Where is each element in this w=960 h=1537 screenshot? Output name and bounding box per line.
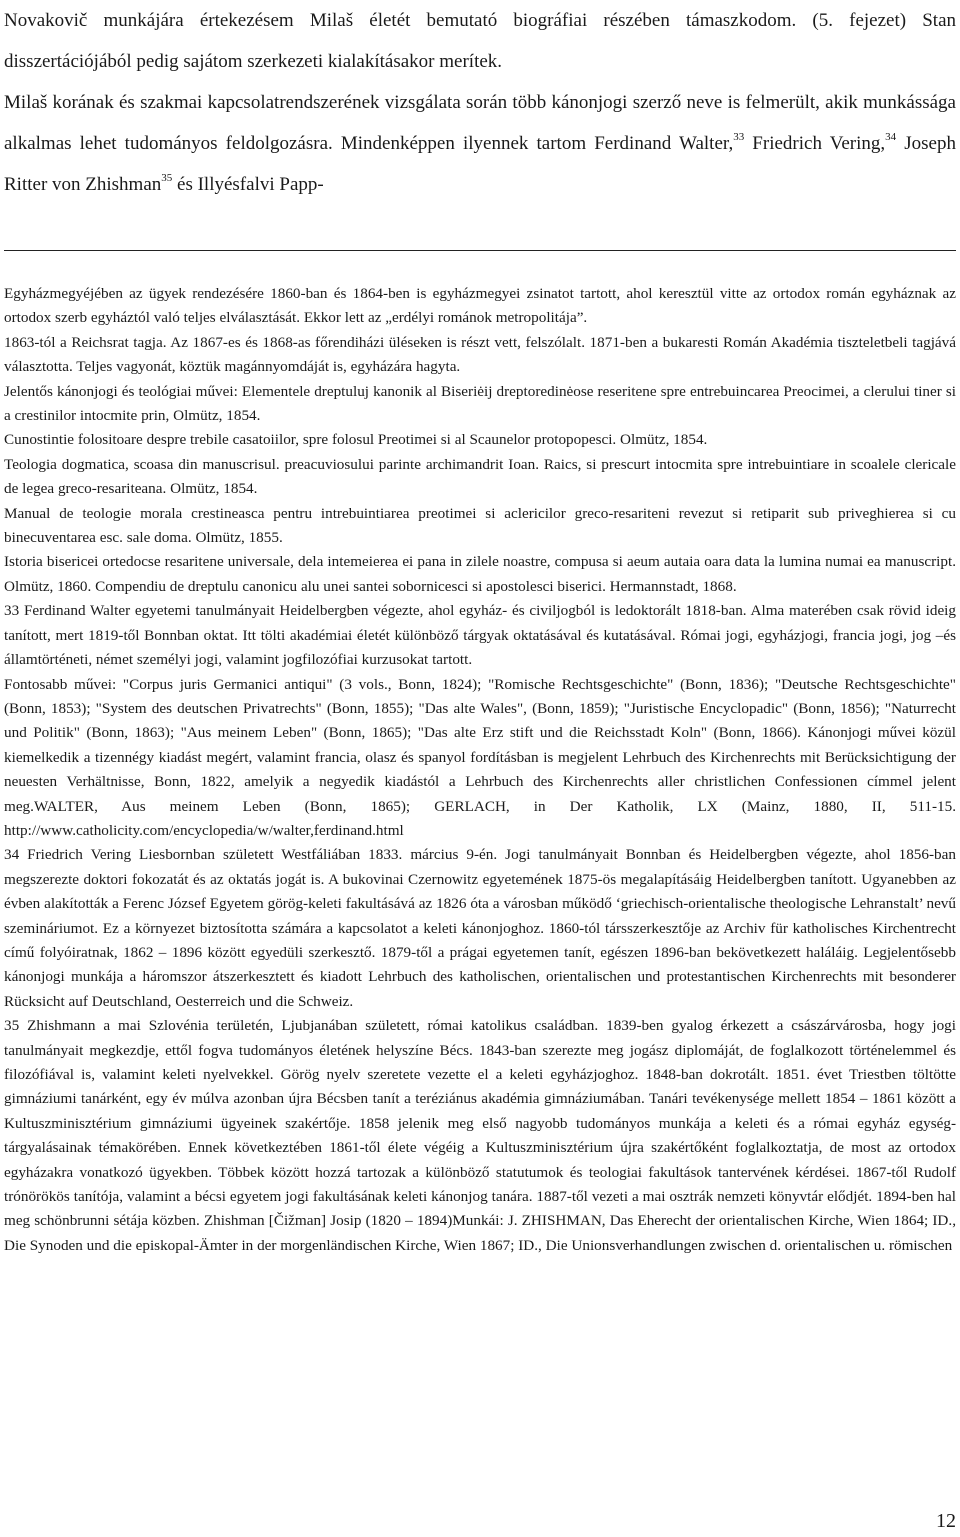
main-paragraph-2-text-c: Joseph Ritter von Zhishman [4,133,956,195]
footnote-ref-34[interactable]: 34 [885,131,897,143]
footnote-33-works: Fontosabb művei: "Corpus juris Germanici antiqui" (3 vols., Bonn, 1824); "Romische Rechtsgeschichte" (Bonn, 1836); "Deutsche Rechtsgeschichte" (Bonn, 1853); "System des deutschen Privatrechts" (Bonn, 1855); "Das alte Wales", (Bonn, 1859); "Juristische Encyclopadic" (Bonn, 1856); "Naturrecht und Politik" (Bonn, 1863); "Aus meinem Leben" (Bonn, 1865); "Das alte Erz stift und die Reichsstadt Koln" (Bonn, 1866). Kánonjogi művei közül kiemelkedik a tizennégy kiadást megért, valamint francia, olasz és spanyol fordításban is megjelent Lehrbuch des Kirchenrechts mit Berücksichtigung der neuesten Verhältnisse, Bonn, 1822, amelyik a negyedik kiadástól a Lehrbuch des Kirchenrechts aller christlichen Confessionen címmel jelent meg.WALTER, Aus meinem Leben (Bonn, 1865); GERLACH, in Der Katholik, LX (Mainz, 1880, II, 511-15. http://www.catholicity.com/encyclopedia/w/walter,ferdinand.html [4,675,956,839]
main-text [4,0,956,205]
page [4,0,956,205]
footnote-continued-4: Cunostintie folositoare despre trebile casatoiilor, spre folosul Preotimei si al Scaunelor protopopesci. Olmütz, 1854. [4,431,708,449]
footnote-ref-33[interactable]: 33 [733,131,745,143]
footnote-continued-7: Istoria bisericei ortedocse resaritene universale, dela intemeierea ei pana in zilele noastre, compusa si aeum autaia oara data la lumina numai ea manuscript. Olmütz, 1860. Compendiu de dreptulu canonicu alu unei santei sobornicesci si apostolesci biserici. Hermannstadt, 1868. [4,553,956,595]
main-paragraph-1: Novakovič munkájára értekezésem Milaš életét bemutató biográfiai részében támaszkodom. (5. fejezet) Stan disszertációjából pedig sajátom szerkezeti kialakításakor merítek. [4,10,956,72]
footnotes [4,282,956,1258]
footnote-continued-2: 1863-tól a Reichsrat tagja. Az 1867-es és 1868-as főrendiházi üléseken is részt vett, felszólalt. 1871-ben a bukaresti Román Akadémia tiszteletbeli tagjává választotta. Teljes vagyonát, köztük magánnyomdáját is, egyházára hagyta. [4,333,956,376]
footnote-continued-6: Manual de teologie morala crestineasca pentru intrebuintiarea preotimei si aclericilor greco-resariteni revezut si retiparit sub priveghierea si cu binecuventarea esc. sale doma. Olmütz, 1855. [4,504,956,547]
footnote-34: 34 Friedrich Vering Liesbornban született Westfáliában 1833. március 9-én. Jogi tanulmányait Bonnban és Heidelbergben végezte, ahol 1856-ban megszerezte doktori fokozatát és az oktatás jogát is. A bukovinai Czernowitz egyetemének 1875-ös megalapításáig Heidelbergben tanított. Ugyanebben az évben alakították a Ferenc József Egyetem görög-keleti fakultásává az 1826 óta a városban működő ‘griechisch-orientalische theologische Lehranstalt’ nevű szemináriumot. Ez a környezet biztosította számára a kapcsolatot a keleti kánonjoghoz. 1860-tól társszerkesztője az Archiv für katholisches Kirchentrecht című folyóiratnak, 1862 – 1896 között egyedüli szerkesztő. 1879-től a prágai egyetemen tanít, egészen 1896-ban bekövetkezett haláláig. Legjelentősebb kánonjogi munkája a háromszor átszerkesztett és kiadott Lehrbuch des katholischen, orientalischen und protestantischen Kirchenrechts mit besonderer Rücksicht auf Deutschland, Oesterreich und die Schweiz. [4,846,956,1010]
main-paragraph-2-text-d: és Illyésfalvi Papp- [172,174,324,195]
main-paragraph-2-text: Milaš korának és szakmai kapcsolatrendszerének vizsgálata során több kánonjogi szerző neve is felmerült, akik munkássága alkalmas lehet tudományos feldolgozásra. Mindenképpen ilyennek tartom Ferdinand Walter, [4,92,956,154]
footnote-continued-3: Jelentős kánonjogi és teológiai művei: Elementele dreptuluj kanonik al Biseriėij dreptoredinėose reseritene spre entrebuincarea Preocimei, a clerului tiner si a crestinilor intocmite prin, Olmütz, 1854. [4,382,956,425]
footnote-35: 35 Zhishmann a mai Szlovénia területén, Ljubjanában született, római katolikus családban. 1839-ben gyalog érkezett a császárvárosba, hogy jogi tanulmányait megkezdje, ettől fogva tudományos életének helyszíne Bécs. 1843-ban szerezte meg jogász diplomáját, de foglalkozott történelemmel és filozófiával is, valamint keleti nyelvekkel. Görög nyelv szeretete vezette el a keleti egyházjoghoz. 1848-ban dokrotált. 1851. évet Triestben töltötte gimnáziumi tanárként, egy év múlva azonban újra Bécsben tanít a teréziánus akadémia gimnáziumában. Tanári tevékenysége mellett 1854 – 1861 között a Kultuszminisztérium gimnáziumi ügyeinek szakértője. 1858 jelenik meg első nagyobb tudományos munkája a keleti és a római egyház egység-tárgyalásainak témakörében. Ennek következtében 1861-től élete végéig a Kultuszminisztérium újra szakértőként foglalkoztatja, de most az ortodox egyházakra vonatkozó ügyekben. Többek között hozzá tartozak a különböző statutumok és teologiai fakultások tantervének kérdései. 1867-től Rudolf trónörökös tanítója, valamint a bécsi egyetem jogi fakultásának keleti kánonjog tanára. 1887-től vezeti a mai osztrák nemzeti könyvtár elődjét. 1894-ben hal meg schönbrunni sétája közben. Zhishman [Čižman] Josip (1820 – 1894)Munkái: J. ZHISHMAN, Das Eherecht der orientalischen Kirche, Wien 1864; ID., Die Synoden und die episkopal-Ämter in der morgenländischen Kirche, Wien 1867; ID., Die Unionsverhandlungen zwischen d. orientalischen u. römischen [4,1017,956,1254]
footnote-33: 33 Ferdinand Walter egyetemi tanulmányait Heidelbergben végezte, ahol egyház- és civiljogból is ledoktorált 1818-ban. Alma materében csak rövid ideig tanított, mert 1819-től Bonnban oktat. Itt tölti akadémiai életét különböző tárgyak oktatásával és kutatásával. Római jogi, egyházjogi, francia jogi, jog –és államtörténeti, német személyi jogi, valamint jogfilozófiai kurzusokat tartott. [4,602,956,669]
footnote-ref-35[interactable]: 35 [161,172,173,184]
footnote-continued-5: Teologia dogmatica, scoasa din manuscrisul. preacuviosului parinte archimandrit Ioan. Raics, si prescurt intocmita spre intrebuintiare in scoalele clericale de legea greco-resariteana. Olmütz, 1854. [4,455,956,498]
page-number: 12 [936,1510,956,1532]
main-paragraph-2-text-b: Friedrich Vering, [744,133,886,154]
footnote-separator [4,250,956,251]
footnote-continued-1: Egyházmegyéjében az ügyek rendezésére 1860-ban és 1864-ben is egyházmegyei zsinatot tartott, ahol keresztül vitte az ortodox román egyháznak az ortodox szerb egyháztól való teljes elválasztását. Ekkor lett az „erdélyi románok metropolitája”. [4,285,956,327]
main-paragraph-2 [4,82,956,205]
